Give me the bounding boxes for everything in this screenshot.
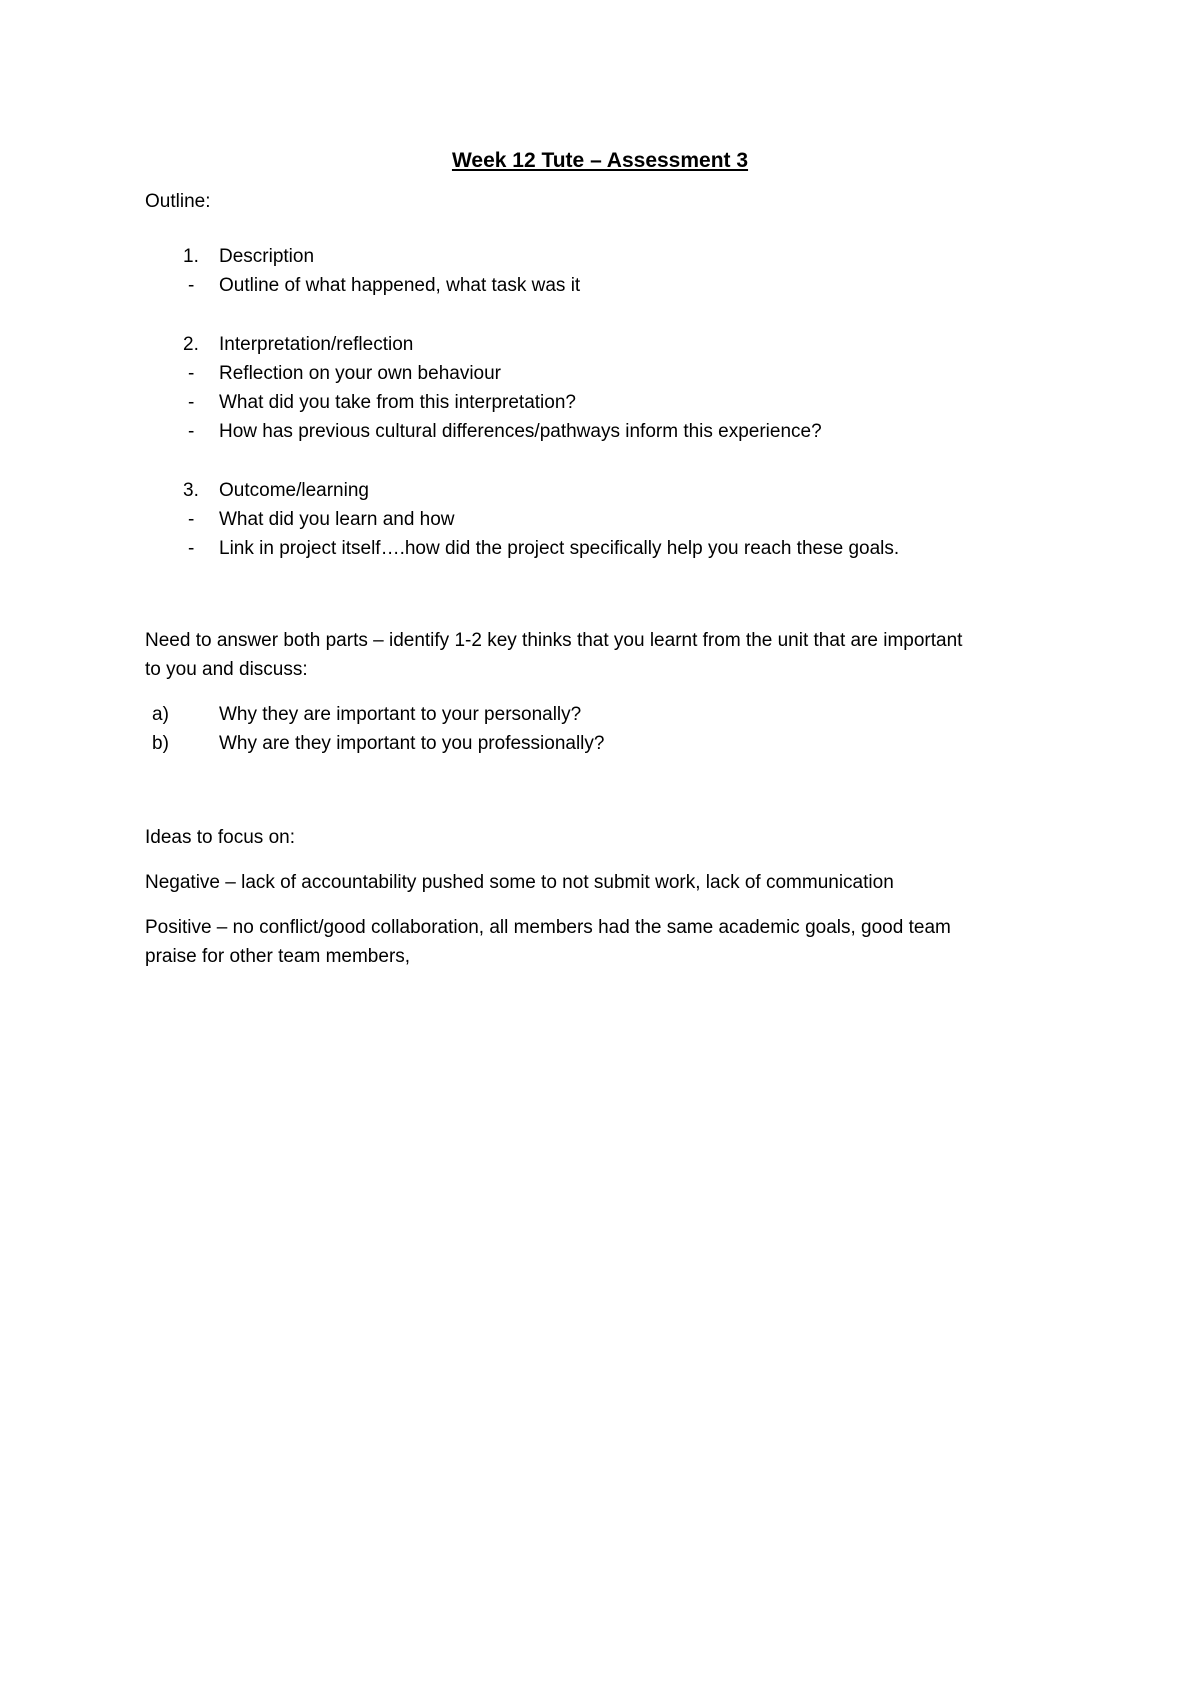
section-number: 1. [183, 246, 199, 267]
question-text: Why are they important to you professionally? [219, 733, 605, 754]
bullet-item: What did you learn and how [219, 509, 455, 530]
instructions-text: Need to answer both parts – identify 1-2 key thinks that you learnt from the unit that are important [145, 630, 963, 651]
bullet-marker: - [188, 421, 195, 442]
section-heading: Interpretation/reflection [219, 334, 414, 355]
bullet-marker: - [188, 509, 195, 530]
bullet-item: Outline of what happened, what task was it [219, 275, 581, 296]
bullet-item: Reflection on your own behaviour [219, 363, 502, 384]
bullet-marker: - [188, 538, 195, 559]
bullet-marker: - [188, 275, 195, 296]
positive-idea: Positive – no conflict/good collaboration, all members had the same academic goals, good team [145, 917, 951, 938]
question-text: Why they are important to your personally? [219, 704, 582, 725]
bullet-item: What did you take from this interpretation? [219, 392, 576, 413]
question-marker: a) [152, 704, 169, 725]
bullet-marker: - [188, 363, 195, 384]
outline-label: Outline: [145, 191, 211, 212]
section-number: 3. [183, 480, 199, 501]
instructions-text: to you and discuss: [145, 659, 308, 680]
section-heading: Description [219, 246, 315, 267]
bullet-item: Link in project itself….how did the project specifically help you reach these goals. [219, 538, 900, 559]
negative-idea: Negative – lack of accountability pushed some to not submit work, lack of communication [145, 872, 894, 893]
bullet-item: How has previous cultural differences/pathways inform this experience? [219, 421, 822, 442]
question-marker: b) [152, 733, 169, 754]
ideas-label: Ideas to focus on: [145, 827, 295, 848]
section-number: 2. [183, 334, 199, 355]
page-title: Week 12 Tute – Assessment 3 [451, 149, 749, 172]
positive-idea: praise for other team members, [145, 946, 411, 967]
bullet-marker: - [188, 392, 195, 413]
section-heading: Outcome/learning [219, 480, 369, 501]
